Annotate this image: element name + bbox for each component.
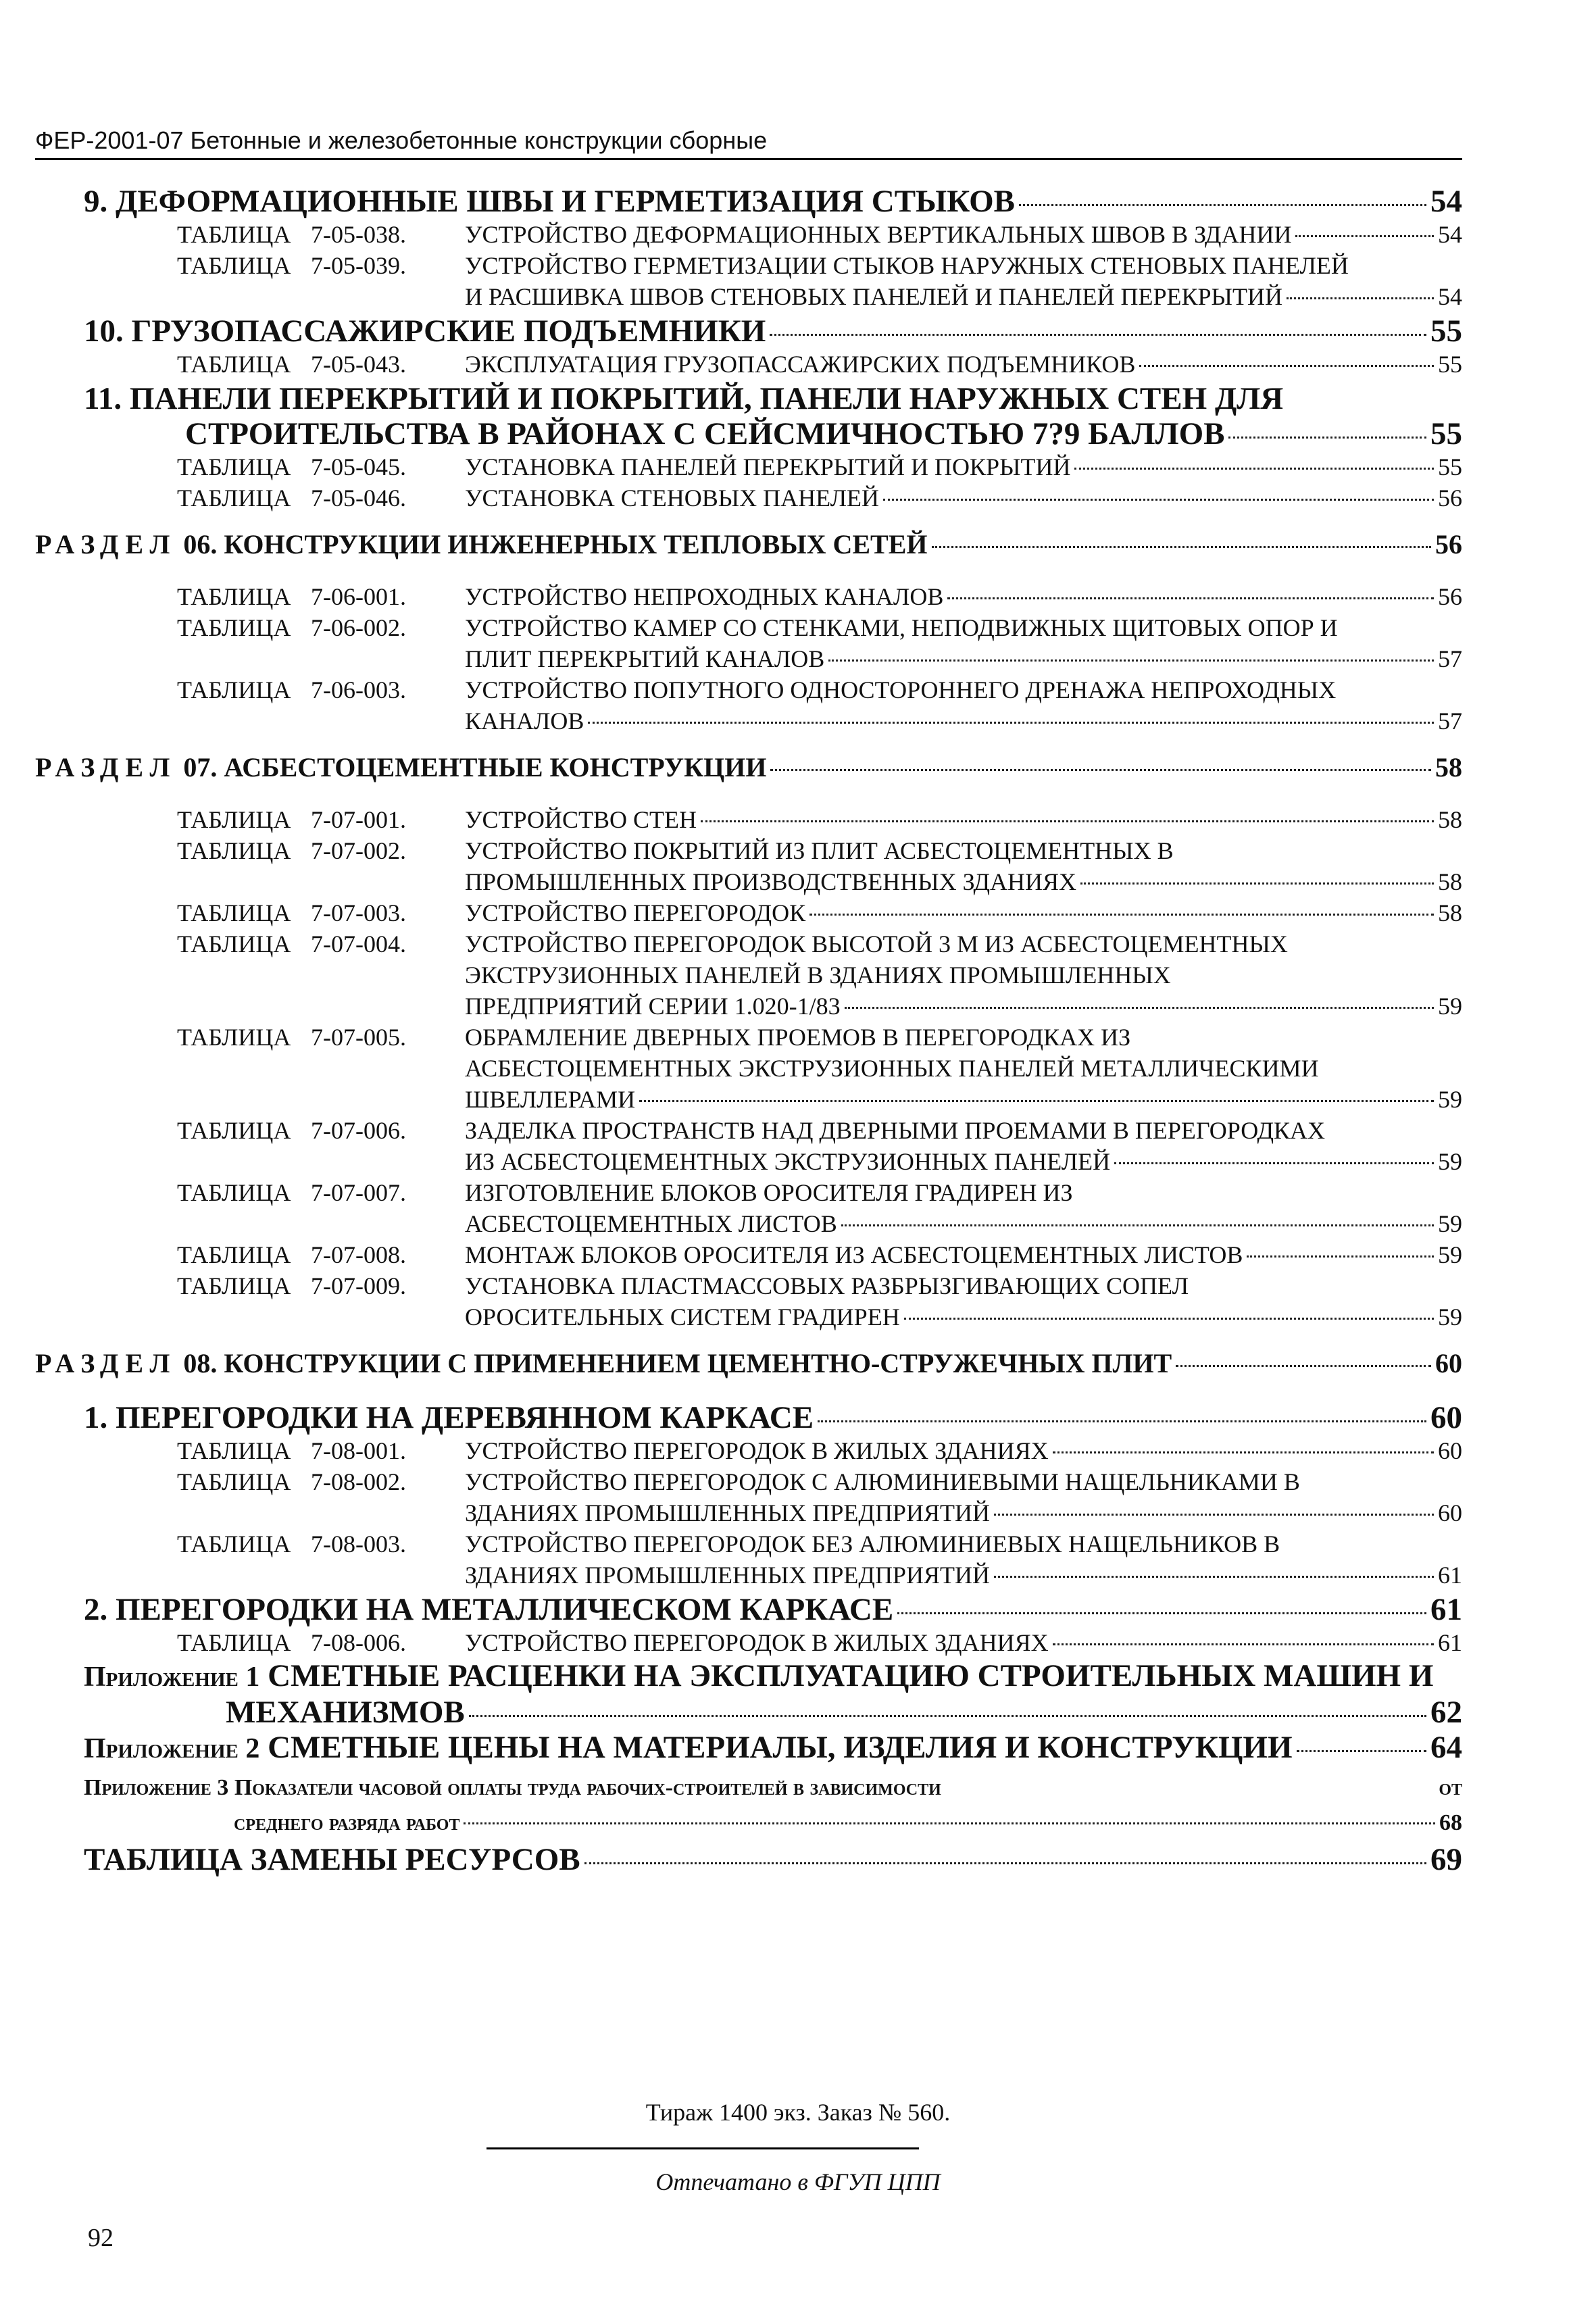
toc-entry-7-08-006: ТАБЛИЦА 7-08-006. УСТРОЙСТВО ПЕРЕГОРОДОК В ЖИЛЫХ ЗДАНИЯХ 61 bbox=[177, 1629, 1462, 1656]
toc-section-06: РАЗДЕЛ 06. КОНСТРУКЦИИ ИНЖЕНЕРНЫХ ТЕПЛОВЫХ СЕТЕЙ 56 bbox=[35, 529, 1462, 559]
toc-entry-7-08-001: ТАБЛИЦА 7-08-001. УСТРОЙСТВО ПЕРЕГОРОДОК В ЖИЛЫХ ЗДАНИЯХ 60 bbox=[177, 1437, 1462, 1464]
footer-divider bbox=[487, 2147, 919, 2149]
toc-entry-7-07-008: ТАБЛИЦА 7-07-008. МОНТАЖ БЛОКОВ ОРОСИТЕЛЯ ИЗ АСБЕСТОЦЕМЕНТНЫХ ЛИСТОВ 59 bbox=[177, 1241, 1462, 1268]
toc-appendix-3: Приложение 3 Показатели часовой оплаты труда рабочих-строителей в зависимости от среднего разряда работ 68 bbox=[84, 1775, 1462, 1835]
page-number: 92 bbox=[88, 2224, 114, 2252]
toc-subsection-8-2: 2. ПЕРЕГОРОДКИ НА МЕТАЛЛИЧЕСКОМ КАРКАСЕ 61 bbox=[84, 1592, 1462, 1627]
toc-entry-7-05-046: ТАБЛИЦА 7-05-046. УСТАНОВКА СТЕНОВЫХ ПАНЕЛЕЙ 56 bbox=[177, 484, 1462, 512]
toc-entry-7-05-039: ТАБЛИЦА 7-05-039. УСТРОЙСТВО ГЕРМЕТИЗАЦИИ СТЫКОВ НАРУЖНЫХ СТЕНОВЫХ ПАНЕЛЕЙ И РАСШИВКА ШВОВ СТЕНОВЫХ ПАНЕЛЕЙ И ПАНЕЛЕЙ ПЕРЕКРЫТИЙ 54 bbox=[177, 252, 1462, 310]
toc-entry-7-06-003: ТАБЛИЦА 7-06-003. УСТРОЙСТВО ПОПУТНОГО ОДНОСТОРОННЕГО ДРЕНАЖА НЕПРОХОДНЫХ КАНАЛОВ 57 bbox=[177, 676, 1462, 735]
toc-entry-7-05-043: ТАБЛИЦА 7-05-043. ЭКСПЛУАТАЦИЯ ГРУЗОПАССАЖИРСКИХ ПОДЪЕМНИКОВ 55 bbox=[177, 351, 1462, 378]
toc-entry-7-07-005: ТАБЛИЦА 7-07-005. ОБРАМЛЕНИЕ ДВЕРНЫХ ПРОЕМОВ В ПЕРЕГОРОДКАХ ИЗ АСБЕСТОЦЕМЕНТНЫХ ЭКСТРУЗИОННЫХ ПАНЕЛЕЙ МЕТАЛЛИЧЕСКИМИ ШВЕЛЛЕРАМИ 59 bbox=[177, 1024, 1462, 1113]
toc-entry-7-07-004: ТАБЛИЦА 7-07-004. УСТРОЙСТВО ПЕРЕГОРОДОК ВЫСОТОЙ 3 М ИЗ АСБЕСТОЦЕМЕНТНЫХ ЭКСТРУЗИОННЫХ ПАНЕЛЕЙ В ЗДАНИЯХ ПРОМЫШЛЕННЫХ ПРЕДПРИЯТИЙ СЕРИИ 1.020-1/83 59 bbox=[177, 930, 1462, 1020]
toc-subsection-9: 9. ДЕФОРМАЦИОННЫЕ ШВЫ И ГЕРМЕТИЗАЦИЯ СТЫКОВ 54 bbox=[84, 184, 1462, 219]
toc-entry-7-06-001: ТАБЛИЦА 7-06-001. УСТРОЙСТВО НЕПРОХОДНЫХ КАНАЛОВ 56 bbox=[177, 583, 1462, 610]
toc-entry-7-07-006: ТАБЛИЦА 7-07-006. ЗАДЕЛКА ПРОСТРАНСТВ НАД ДВЕРНЫМИ ПРОЕМАМИ В ПЕРЕГОРОДКАХ ИЗ АСБЕСТОЦЕМЕНТНЫХ ЭКСТРУЗИОННЫХ ПАНЕЛЕЙ 59 bbox=[177, 1117, 1462, 1175]
toc-subsection-11: 11. ПАНЕЛИ ПЕРЕКРЫТИЙ И ПОКРЫТИЙ, ПАНЕЛИ НАРУЖНЫХ СТЕН ДЛЯ СТРОИТЕЛЬСТВА В РАЙОНАХ С СЕЙСМИЧНОСТЬЮ 7?9 БАЛЛОВ 55 bbox=[84, 381, 1462, 451]
table-of-contents bbox=[35, 182, 1462, 1878]
toc-subsection-10: 10. ГРУЗОПАССАЖИРСКИЕ ПОДЪЕМНИКИ 55 bbox=[84, 314, 1462, 349]
toc-subsection-8-1: 1. ПЕРЕГОРОДКИ НА ДЕРЕВЯННОМ КАРКАСЕ 60 bbox=[84, 1400, 1462, 1435]
printer-note: Отпечатано в ФГУП ЦПП bbox=[655, 2168, 941, 2195]
toc-entry-7-07-003: ТАБЛИЦА 7-07-003. УСТРОЙСТВО ПЕРЕГОРОДОК 58 bbox=[177, 899, 1462, 926]
toc-entry-7-08-003: ТАБЛИЦА 7-08-003. УСТРОЙСТВО ПЕРЕГОРОДОК БЕЗ АЛЮМИНИЕВЫХ НАЩЕЛЬНИКОВ В ЗДАНИЯХ ПРОМЫШЛЕННЫХ ПРЕДПРИЯТИЙ 61 bbox=[177, 1530, 1462, 1589]
toc-entry-7-08-002: ТАБЛИЦА 7-08-002. УСТРОЙСТВО ПЕРЕГОРОДОК С АЛЮМИНИЕВЫМИ НАЩЕЛЬНИКАМИ В ЗДАНИЯХ ПРОМЫШЛЕННЫХ ПРЕДПРИЯТИЙ 60 bbox=[177, 1468, 1462, 1526]
toc-entry-7-07-007: ТАБЛИЦА 7-07-007. ИЗГОТОВЛЕНИЕ БЛОКОВ ОРОСИТЕЛЯ ГРАДИРЕН ИЗ АСБЕСТОЦЕМЕНТНЫХ ЛИСТОВ 59 bbox=[177, 1179, 1462, 1237]
toc-appendix-1: Приложение 1 СМЕТНЫЕ РАСЦЕНКИ НА ЭКСПЛУАТАЦИЮ СТРОИТЕЛЬНЫХ МАШИН И МЕХАНИЗМОВ 62 bbox=[84, 1658, 1462, 1730]
toc-entry-7-05-038: ТАБЛИЦА 7-05-038. УСТРОЙСТВО ДЕФОРМАЦИОННЫХ ВЕРТИКАЛЬНЫХ ШВОВ В ЗДАНИИ 54 bbox=[177, 221, 1462, 248]
running-header: ФЕР-2001-07 Бетонные и железобетонные конструкции сборные bbox=[35, 126, 1462, 160]
toc-appendix-2: Приложение 2 СМЕТНЫЕ ЦЕНЫ НА МАТЕРИАЛЫ, ИЗДЕЛИЯ И КОНСТРУКЦИИ 64 bbox=[84, 1730, 1462, 1765]
print-run-note: Тираж 1400 экз. Заказ № 560. bbox=[645, 2099, 951, 2126]
toc-resource-replacement: ТАБЛИЦА ЗАМЕНЫ РЕСУРСОВ 69 bbox=[84, 1842, 1462, 1877]
toc-entry-7-06-002: ТАБЛИЦА 7-06-002. УСТРОЙСТВО КАМЕР СО СТЕНКАМИ, НЕПОДВИЖНЫХ ЩИТОВЫХ ОПОР И ПЛИТ ПЕРЕКРЫТИЙ КАНАЛОВ 57 bbox=[177, 614, 1462, 672]
toc-entry-7-05-045: ТАБЛИЦА 7-05-045. УСТАНОВКА ПАНЕЛЕЙ ПЕРЕКРЫТИЙ И ПОКРЫТИЙ 55 bbox=[177, 453, 1462, 480]
toc-entry-7-07-002: ТАБЛИЦА 7-07-002. УСТРОЙСТВО ПОКРЫТИЙ ИЗ ПЛИТ АСБЕСТОЦЕМЕНТНЫХ В ПРОМЫШЛЕННЫХ ПРОИЗВОДСТВЕННЫХ ЗДАНИЯХ 58 bbox=[177, 837, 1462, 895]
toc-section-07: РАЗДЕЛ 07. АСБЕСТОЦЕМЕНТНЫЕ КОНСТРУКЦИИ 58 bbox=[35, 752, 1462, 782]
toc-entry-7-07-001: ТАБЛИЦА 7-07-001. УСТРОЙСТВО СТЕН 58 bbox=[177, 806, 1462, 833]
toc-entry-7-07-009: ТАБЛИЦА 7-07-009. УСТАНОВКА ПЛАСТМАССОВЫХ РАЗБРЫЗГИВАЮЩИХ СОПЕЛ ОРОСИТЕЛЬНЫХ СИСТЕМ ГРАДИРЕН 59 bbox=[177, 1272, 1462, 1330]
toc-section-08: РАЗДЕЛ 08. КОНСТРУКЦИИ С ПРИМЕНЕНИЕМ ЦЕМЕНТНО-СТРУЖЕЧНЫХ ПЛИТ 60 bbox=[35, 1348, 1462, 1378]
